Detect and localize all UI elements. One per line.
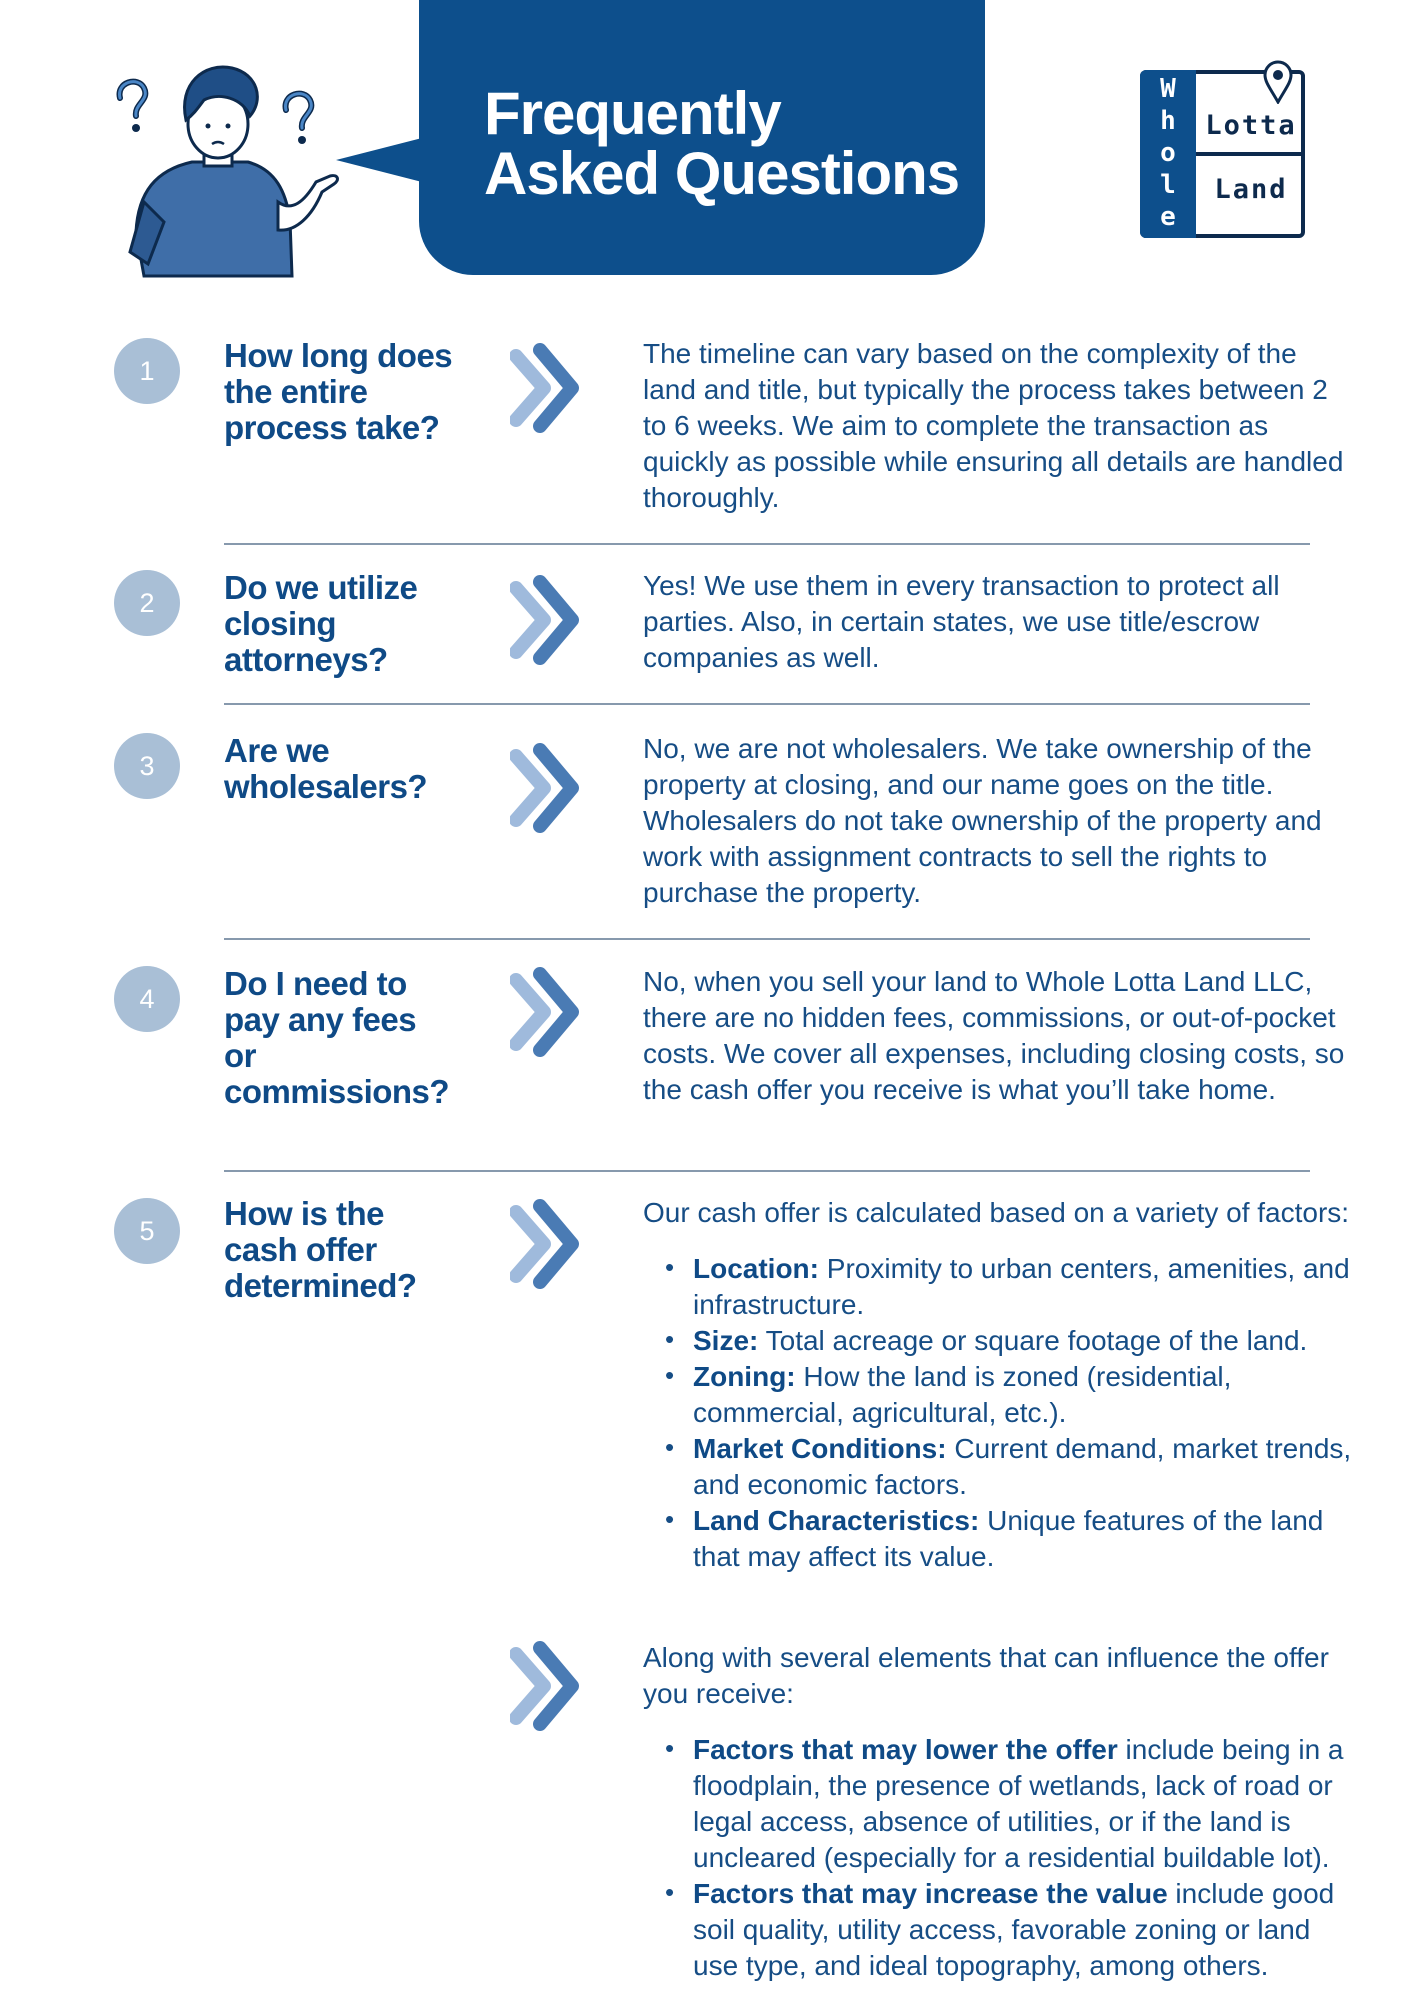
whole-lotta-land-logo [1140, 70, 1305, 238]
logo-letter-h: h [1160, 106, 1176, 136]
list-item [643, 1251, 1353, 1323]
chevron-right-icon [510, 738, 582, 838]
faq-answer-2: Yes! We use them in every transaction to protect all parties. Also, in certain states, we use title/escrow companies as well. [643, 570, 1280, 673]
list-item [643, 1359, 1353, 1431]
faq-question-1: How long does the entire process take? [224, 337, 453, 446]
logo-letter-l: l [1160, 170, 1176, 200]
logo-letter-e: e [1160, 202, 1176, 232]
chevron-right-icon [510, 1636, 582, 1736]
chevron-right-icon [510, 1194, 582, 1294]
faq-question-4: Do I need to pay any fees or commissions? [224, 965, 450, 1110]
logo-divider [1196, 152, 1305, 156]
page-title [484, 80, 964, 207]
faq-number-4: 4 [114, 966, 180, 1032]
influence-label: Factors that may increase the value [693, 1878, 1168, 1909]
factor-text: Total acreage or square footage of the land. [758, 1325, 1308, 1356]
faq-divider [224, 938, 1310, 940]
chevron-right-icon [510, 962, 582, 1062]
logo-letter-w: W [1160, 74, 1176, 104]
faq-answer-5-intro-2: Along with several elements that can influence the offer you receive: [643, 1642, 1329, 1709]
faq-number-2: 2 [114, 570, 180, 636]
factor-label: Zoning: [693, 1361, 796, 1392]
logo-land-text: Land [1214, 174, 1288, 205]
factor-label: Land Characteristics: [693, 1505, 980, 1536]
faq-number-1: 1 [114, 338, 180, 404]
confused-person-illustration [108, 52, 348, 282]
factor-label: Market Conditions: [693, 1433, 947, 1464]
offer-factors-list [643, 1251, 1353, 1575]
list-item [643, 1876, 1353, 1984]
faq-question-3: Are we wholesalers? [224, 732, 428, 805]
factor-text: Current demand, market trends, and economic factors. [693, 1433, 1352, 1500]
list-item [643, 1431, 1353, 1503]
chevron-right-icon [510, 338, 582, 438]
faq-divider [224, 543, 1310, 545]
factor-text: How the land is zoned (residential, commercial, agricultural, etc.). [693, 1361, 1232, 1428]
speech-bubble-tail [336, 138, 422, 182]
factor-label: Location: [693, 1253, 819, 1284]
influence-text: include being in a floodplain, the presence of wetlands, lack of road or legal access, absence of utilities, or if the land is uncleared (especially for a residential buildable lot). [693, 1734, 1344, 1873]
map-pin-icon [1262, 60, 1294, 104]
page-title-line-1: Frequently [484, 80, 781, 147]
faq-answer-1: The timeline can vary based on the complexity of the land and title, but typically the process takes between 2 to 6 weeks. We aim to complete the transaction as quickly as possible while ensuring all details are handled thoroughly. [643, 338, 1344, 513]
factor-text: Unique features of the land that may affect its value. [693, 1505, 1324, 1572]
faq-divider [224, 1170, 1310, 1172]
faq-question-5: How is the cash offer determined? [224, 1195, 417, 1304]
faq-number-3: 3 [114, 733, 180, 799]
faq-question-2: Do we utilize closing attorneys? [224, 569, 418, 678]
faq-answer-5-influences [643, 1640, 1353, 1984]
faq-number-5: 5 [114, 1198, 180, 1264]
logo-letter-o: o [1160, 138, 1176, 168]
faq-answer-3: No, we are not wholesalers. We take ownership of the property at closing, and our name goes on the title. Wholesalers do not take ownership of the property and work with assignment contracts to sell the rights to purchase the property. [643, 733, 1322, 908]
list-item [643, 1323, 1353, 1359]
list-item [643, 1503, 1353, 1575]
chevron-right-icon [510, 570, 582, 670]
offer-influences-list [643, 1732, 1353, 1984]
faq-answer-5-intro: Our cash offer is calculated based on a variety of factors: [643, 1197, 1350, 1228]
factor-label: Size: [693, 1325, 759, 1356]
influence-label: Factors that may lower the offer [693, 1734, 1118, 1765]
faq-answer-5 [643, 1195, 1353, 1575]
influence-text: include good soil quality, utility access, favorable zoning or land use type, and ideal topography, among others. [693, 1878, 1335, 1981]
faq-answer-4: No, when you sell your land to Whole Lotta Land LLC, there are no hidden fees, commissions, or out-of-pocket costs. We cover all expenses, including closing costs, so the cash offer you receive is what you’ll take home. [643, 966, 1345, 1105]
factor-text: Proximity to urban centers, amenities, and infrastructure. [693, 1253, 1350, 1320]
page-title-line-2: Asked Questions [484, 140, 960, 207]
faq-divider [224, 703, 1310, 705]
list-item [643, 1732, 1353, 1876]
logo-lotta-text: Lotta [1205, 110, 1297, 141]
